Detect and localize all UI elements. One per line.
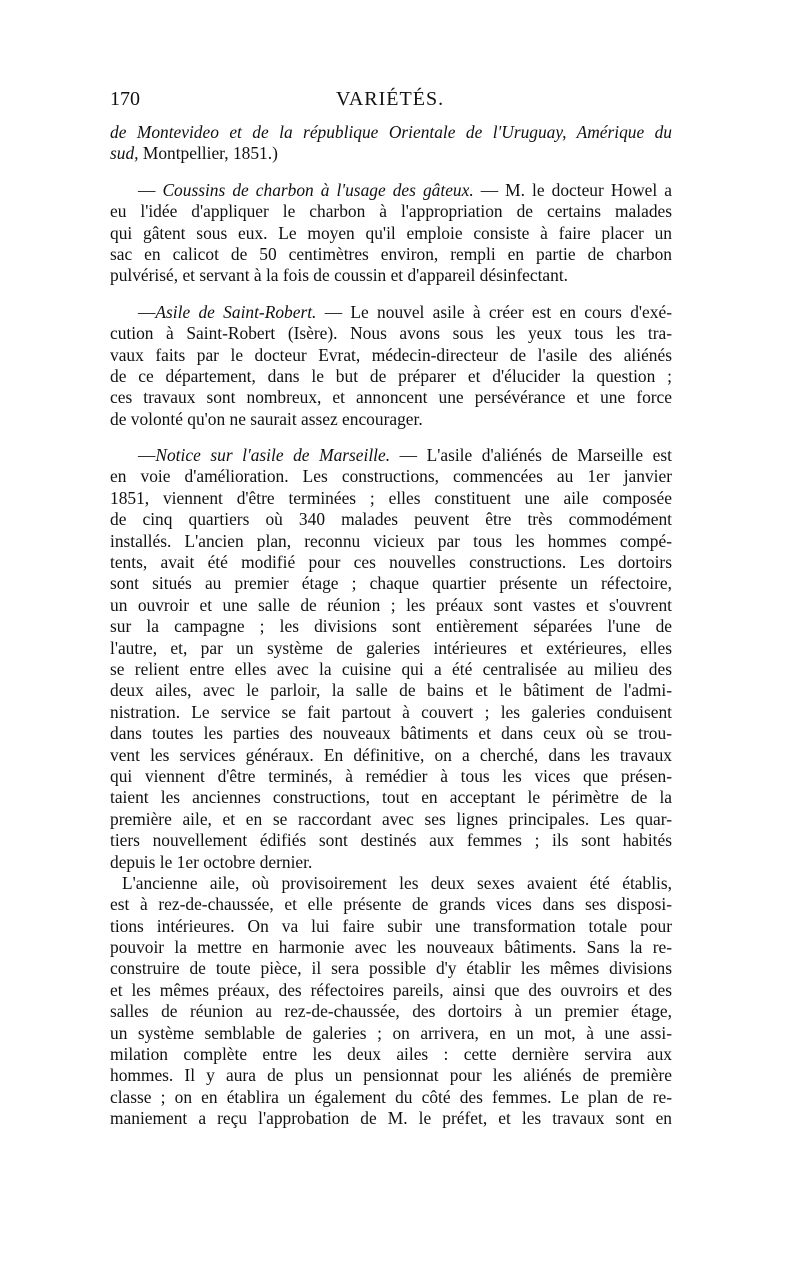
paragraph-gap <box>110 430 672 445</box>
paragraph <box>110 445 672 873</box>
text-line <box>110 766 672 787</box>
text-line <box>110 1001 672 1022</box>
text-line <box>110 1087 672 1108</box>
text-segment: pulvérisé, et servant à la fois de coussin et d'appareil désinfectant. <box>110 265 569 286</box>
page-number: 170 <box>110 88 140 110</box>
text-segment: de cinq quartiers où 340 malades peuvent être très commodément <box>110 509 672 530</box>
text-segment: eu l'idée d'appliquer le charbon à l'appropriation de certains malades <box>110 201 672 222</box>
text-line <box>110 366 672 387</box>
text-segment: depuis le 1er octobre dernier. <box>110 851 313 872</box>
text-segment: sont situés au premier étage ; chaque quartier présente un réfectoire, <box>110 573 672 594</box>
text-segment: — Le nouvel asile à créer est en cours d'exé- <box>316 301 672 322</box>
text-line <box>110 302 672 323</box>
text-line <box>110 809 672 830</box>
text-line <box>110 201 672 222</box>
paragraph <box>110 180 672 287</box>
text-segment: est à rez-de-chaussée, et elle présente de grands vices dans ses disposi- <box>110 894 672 915</box>
text-line <box>110 1065 672 1086</box>
text-segment: salles de réunion au rez-de-chaussée, des dortoirs à un premier étage, <box>110 1001 672 1022</box>
text-line <box>110 387 672 408</box>
text-line <box>110 345 672 366</box>
text-segment: installés. L'ancien plan, reconnu vicieux par tous les hommes compé- <box>110 530 672 551</box>
text-segment: tiers nouvellement édifiés sont destinés aux femmes ; ils sont habités <box>110 830 672 851</box>
text-segment: l'autre, et, par un système de galeries intérieures et extérieures, elles <box>110 637 672 658</box>
italic-text: de Montevideo et de la république Orientale de l'Uruguay, Amérique du <box>110 122 672 142</box>
text-line <box>110 488 672 509</box>
text-segment: — M. le docteur Howel a <box>473 179 672 200</box>
italic-text: Asile de Saint-Robert. <box>155 301 317 322</box>
text-line <box>110 552 672 573</box>
text-segment: et les mêmes préaux, des réfectoires pareils, ainsi que des ouvroirs et des <box>110 979 672 1000</box>
text-segment: — <box>138 301 156 322</box>
paragraph-gap <box>110 165 672 180</box>
text-segment: — <box>138 445 156 466</box>
text-segment: maniement a reçu l'approbation de M. le préfet, et les travaux sont en <box>110 1108 672 1129</box>
text-segment: classe ; on en établira un également du côté des femmes. Le plan de re- <box>110 1086 672 1107</box>
text-line <box>110 466 672 487</box>
text-line <box>110 180 672 201</box>
text-line <box>110 916 672 937</box>
text-line <box>110 122 672 143</box>
text-segment: en voie d'amélioration. Les constructions, commencées au 1er janvier <box>110 466 672 487</box>
text-segment: cution à Saint-Robert (Isère). Nous avons sous les yeux tous les tra- <box>110 323 672 344</box>
text-line <box>110 445 672 466</box>
text-line <box>110 244 672 265</box>
text-line <box>110 830 672 851</box>
paragraph-gap <box>110 287 672 302</box>
text-segment: construire de toute pièce, il sera possible d'y établir les mêmes divisions <box>110 958 672 979</box>
text-line <box>110 659 672 680</box>
text-line <box>110 323 672 344</box>
text-segment: taient les anciennes constructions, tout en acceptant le périmètre de la <box>110 787 672 808</box>
text-segment: Montpellier, 1851.) <box>138 143 278 164</box>
text-line <box>110 873 672 894</box>
text-segment: deux ailes, avec le parloir, la salle de bains et le bâtiment de l'admi- <box>110 680 672 701</box>
text-line <box>110 573 672 594</box>
text-segment: tents, avait été modifié pour ces nouvelles constructions. Les dortoirs <box>110 552 672 573</box>
italic-text: sud, <box>110 143 139 164</box>
text-segment: première aile, et en se raccordant avec ses lignes principales. Les quar- <box>110 808 672 829</box>
text-segment: milation complète entre les deux ailes : cette dernière servira aux <box>110 1044 672 1065</box>
text-line <box>110 852 672 873</box>
text-line <box>110 702 672 723</box>
text-segment: nistration. Le service se fait partout à couvert ; les galeries conduisent <box>110 701 672 722</box>
text-segment: de volonté qu'on ne saurait assez encourager. <box>110 408 423 429</box>
text-segment: se relient entre elles avec la cuisine qui a été centralisée au milieu des <box>110 658 672 679</box>
text-line <box>110 894 672 915</box>
text-segment: 1851, viennent d'être terminées ; elles constituent une aile composée <box>110 487 672 508</box>
text-line <box>110 937 672 958</box>
text-segment: hommes. Il y aura de plus un pensionnat pour les aliénés de première <box>110 1065 672 1086</box>
text-line <box>110 723 672 744</box>
text-segment: sac en calicot de 50 centimètres environ, rempli en partie de charbon <box>110 243 672 264</box>
text-segment: pouvoir la mettre en harmonie avec les nouveaux bâtiments. Sans la re- <box>110 937 672 958</box>
text-segment: qui viennent d'être terminés, à remédier à tous les vices que présen- <box>110 765 672 786</box>
page-header <box>110 88 672 122</box>
text-segment: de ce département, dans le but de préparer et d'élucider la question ; <box>110 365 672 386</box>
text-segment: L'ancienne aile, où provisoirement les deux sexes avaient été établis, <box>122 872 672 893</box>
text-segment: vaux faits par le docteur Evrat, médecin-directeur de l'asile des aliénés <box>110 344 672 365</box>
text-line <box>110 745 672 766</box>
text-segment: dans toutes les parties des nouveaux bâtiments et dans ceux où se trou- <box>110 723 672 744</box>
book-page <box>110 88 672 1130</box>
paragraph <box>110 302 672 430</box>
italic-text: Coussins de charbon à l'usage des gâteux. <box>162 179 474 200</box>
text-segment: sur la campagne ; les divisions sont entièrement séparées l'une de <box>110 616 672 637</box>
text-line <box>110 980 672 1001</box>
body-text <box>110 122 672 1130</box>
text-line <box>110 409 672 430</box>
text-line <box>110 1044 672 1065</box>
text-segment: un ouvroir et une salle de réunion ; les préaux sont vastes et s'ouvrent <box>110 594 672 615</box>
text-segment: vent les services généraux. En définitive, on a cherché, dans les travaux <box>110 744 672 765</box>
paragraph <box>110 122 672 165</box>
text-segment: ces travaux sont nombreux, et annoncent une persévérance et une force <box>110 387 672 408</box>
text-line <box>110 1108 672 1129</box>
running-title: VARIÉTÉS. <box>336 88 445 110</box>
text-line <box>110 509 672 530</box>
text-segment: un système semblable de galeries ; on arrivera, en un mot, à une assi- <box>110 1022 672 1043</box>
text-line <box>110 265 672 286</box>
text-segment: — L'asile d'aliénés de Marseille est <box>390 445 672 466</box>
text-line <box>110 223 672 244</box>
text-segment: — <box>138 179 163 200</box>
paragraph <box>110 873 672 1130</box>
text-line <box>110 680 672 701</box>
italic-text: Notice sur l'asile de Marseille. <box>155 445 391 466</box>
text-line <box>110 787 672 808</box>
text-line <box>110 958 672 979</box>
text-segment: qui gâtent sous eux. Le moyen qu'il emploie consiste à faire placer un <box>110 222 672 243</box>
text-line <box>110 616 672 637</box>
text-line <box>110 531 672 552</box>
text-line <box>110 1023 672 1044</box>
text-line <box>110 638 672 659</box>
text-line <box>110 595 672 616</box>
text-line <box>110 143 672 164</box>
text-segment: tions intérieures. On va lui faire subir une transformation totale pour <box>110 915 672 936</box>
